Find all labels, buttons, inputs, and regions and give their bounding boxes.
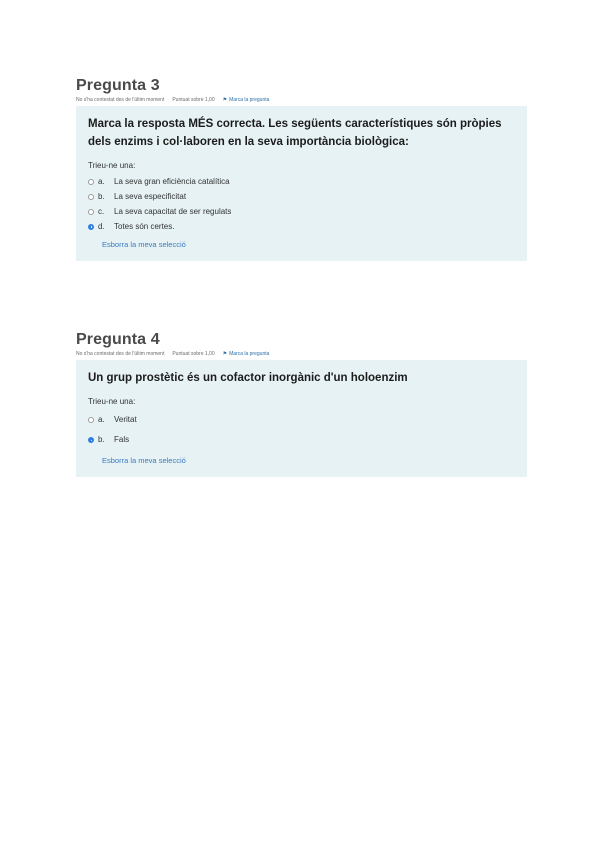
question-title: Pregunta 4 [76, 331, 160, 348]
option-letter: a. [98, 177, 105, 186]
radio-button[interactable] [88, 194, 94, 200]
flag-question-label: Marca la pregunta [229, 97, 270, 103]
question-box [76, 106, 527, 261]
radio-button[interactable] [88, 179, 94, 185]
question-box [76, 360, 527, 477]
option-letter: d. [98, 222, 105, 231]
question-status: No s'ha contestat des de l'últim moment [76, 97, 165, 103]
option-letter: b. [98, 192, 105, 201]
option-text: La seva gran eficiència catalítica [114, 177, 230, 186]
flag-question-label: Marca la pregunta [229, 351, 270, 357]
radio-button-checked[interactable] [88, 437, 94, 443]
answer-option-a[interactable] [88, 410, 515, 430]
answer-option-b[interactable] [88, 430, 515, 450]
option-text: La seva capacitat de ser regulats [114, 207, 232, 216]
clear-selection-link[interactable]: Esborra la meva selecció [102, 240, 186, 249]
question-text: Marca la resposta MÉS correcta. Les següents característiques són pròpies dels enzims i col·laboren en la seva importància biològica: [88, 118, 502, 148]
answer-prompt: Trieu-ne una: [88, 397, 136, 406]
question-3 [76, 76, 527, 261]
answer-options [88, 174, 515, 234]
answer-option-d[interactable] [88, 219, 515, 234]
flag-icon: ⚑ [222, 97, 228, 103]
option-text: Veritat [114, 415, 137, 424]
option-text: Totes són certes. [114, 222, 175, 231]
option-text: Fals [114, 435, 130, 444]
answer-option-b[interactable] [88, 189, 515, 204]
flag-question-link[interactable] [223, 350, 270, 358]
option-letter: a. [98, 415, 105, 424]
radio-button-checked[interactable] [88, 224, 94, 230]
option-letter: b. [98, 435, 105, 444]
question-title: Pregunta 3 [76, 77, 160, 94]
radio-button[interactable] [88, 209, 94, 215]
clear-selection-link[interactable]: Esborra la meva selecció [102, 456, 186, 465]
option-letter: c. [98, 207, 105, 216]
answer-option-a[interactable] [88, 174, 515, 189]
flag-icon: ⚑ [222, 351, 228, 357]
question-status: No s'ha contestat des de l'últim moment [76, 351, 165, 357]
radio-button[interactable] [88, 417, 94, 423]
question-text: Un grup prostètic és un cofactor inorgànic d'un holoenzim [88, 372, 408, 384]
question-points: Puntuat sobre 1,00 [172, 97, 215, 103]
question-meta [76, 350, 527, 358]
question-points: Puntuat sobre 1,00 [172, 351, 215, 357]
question-meta [76, 96, 527, 104]
answer-prompt: Trieu-ne una: [88, 161, 136, 170]
option-text: La seva especificitat [114, 192, 187, 201]
answer-option-c[interactable] [88, 204, 515, 219]
flag-question-link[interactable] [223, 96, 270, 104]
question-4 [76, 330, 527, 477]
answer-options [88, 410, 515, 450]
